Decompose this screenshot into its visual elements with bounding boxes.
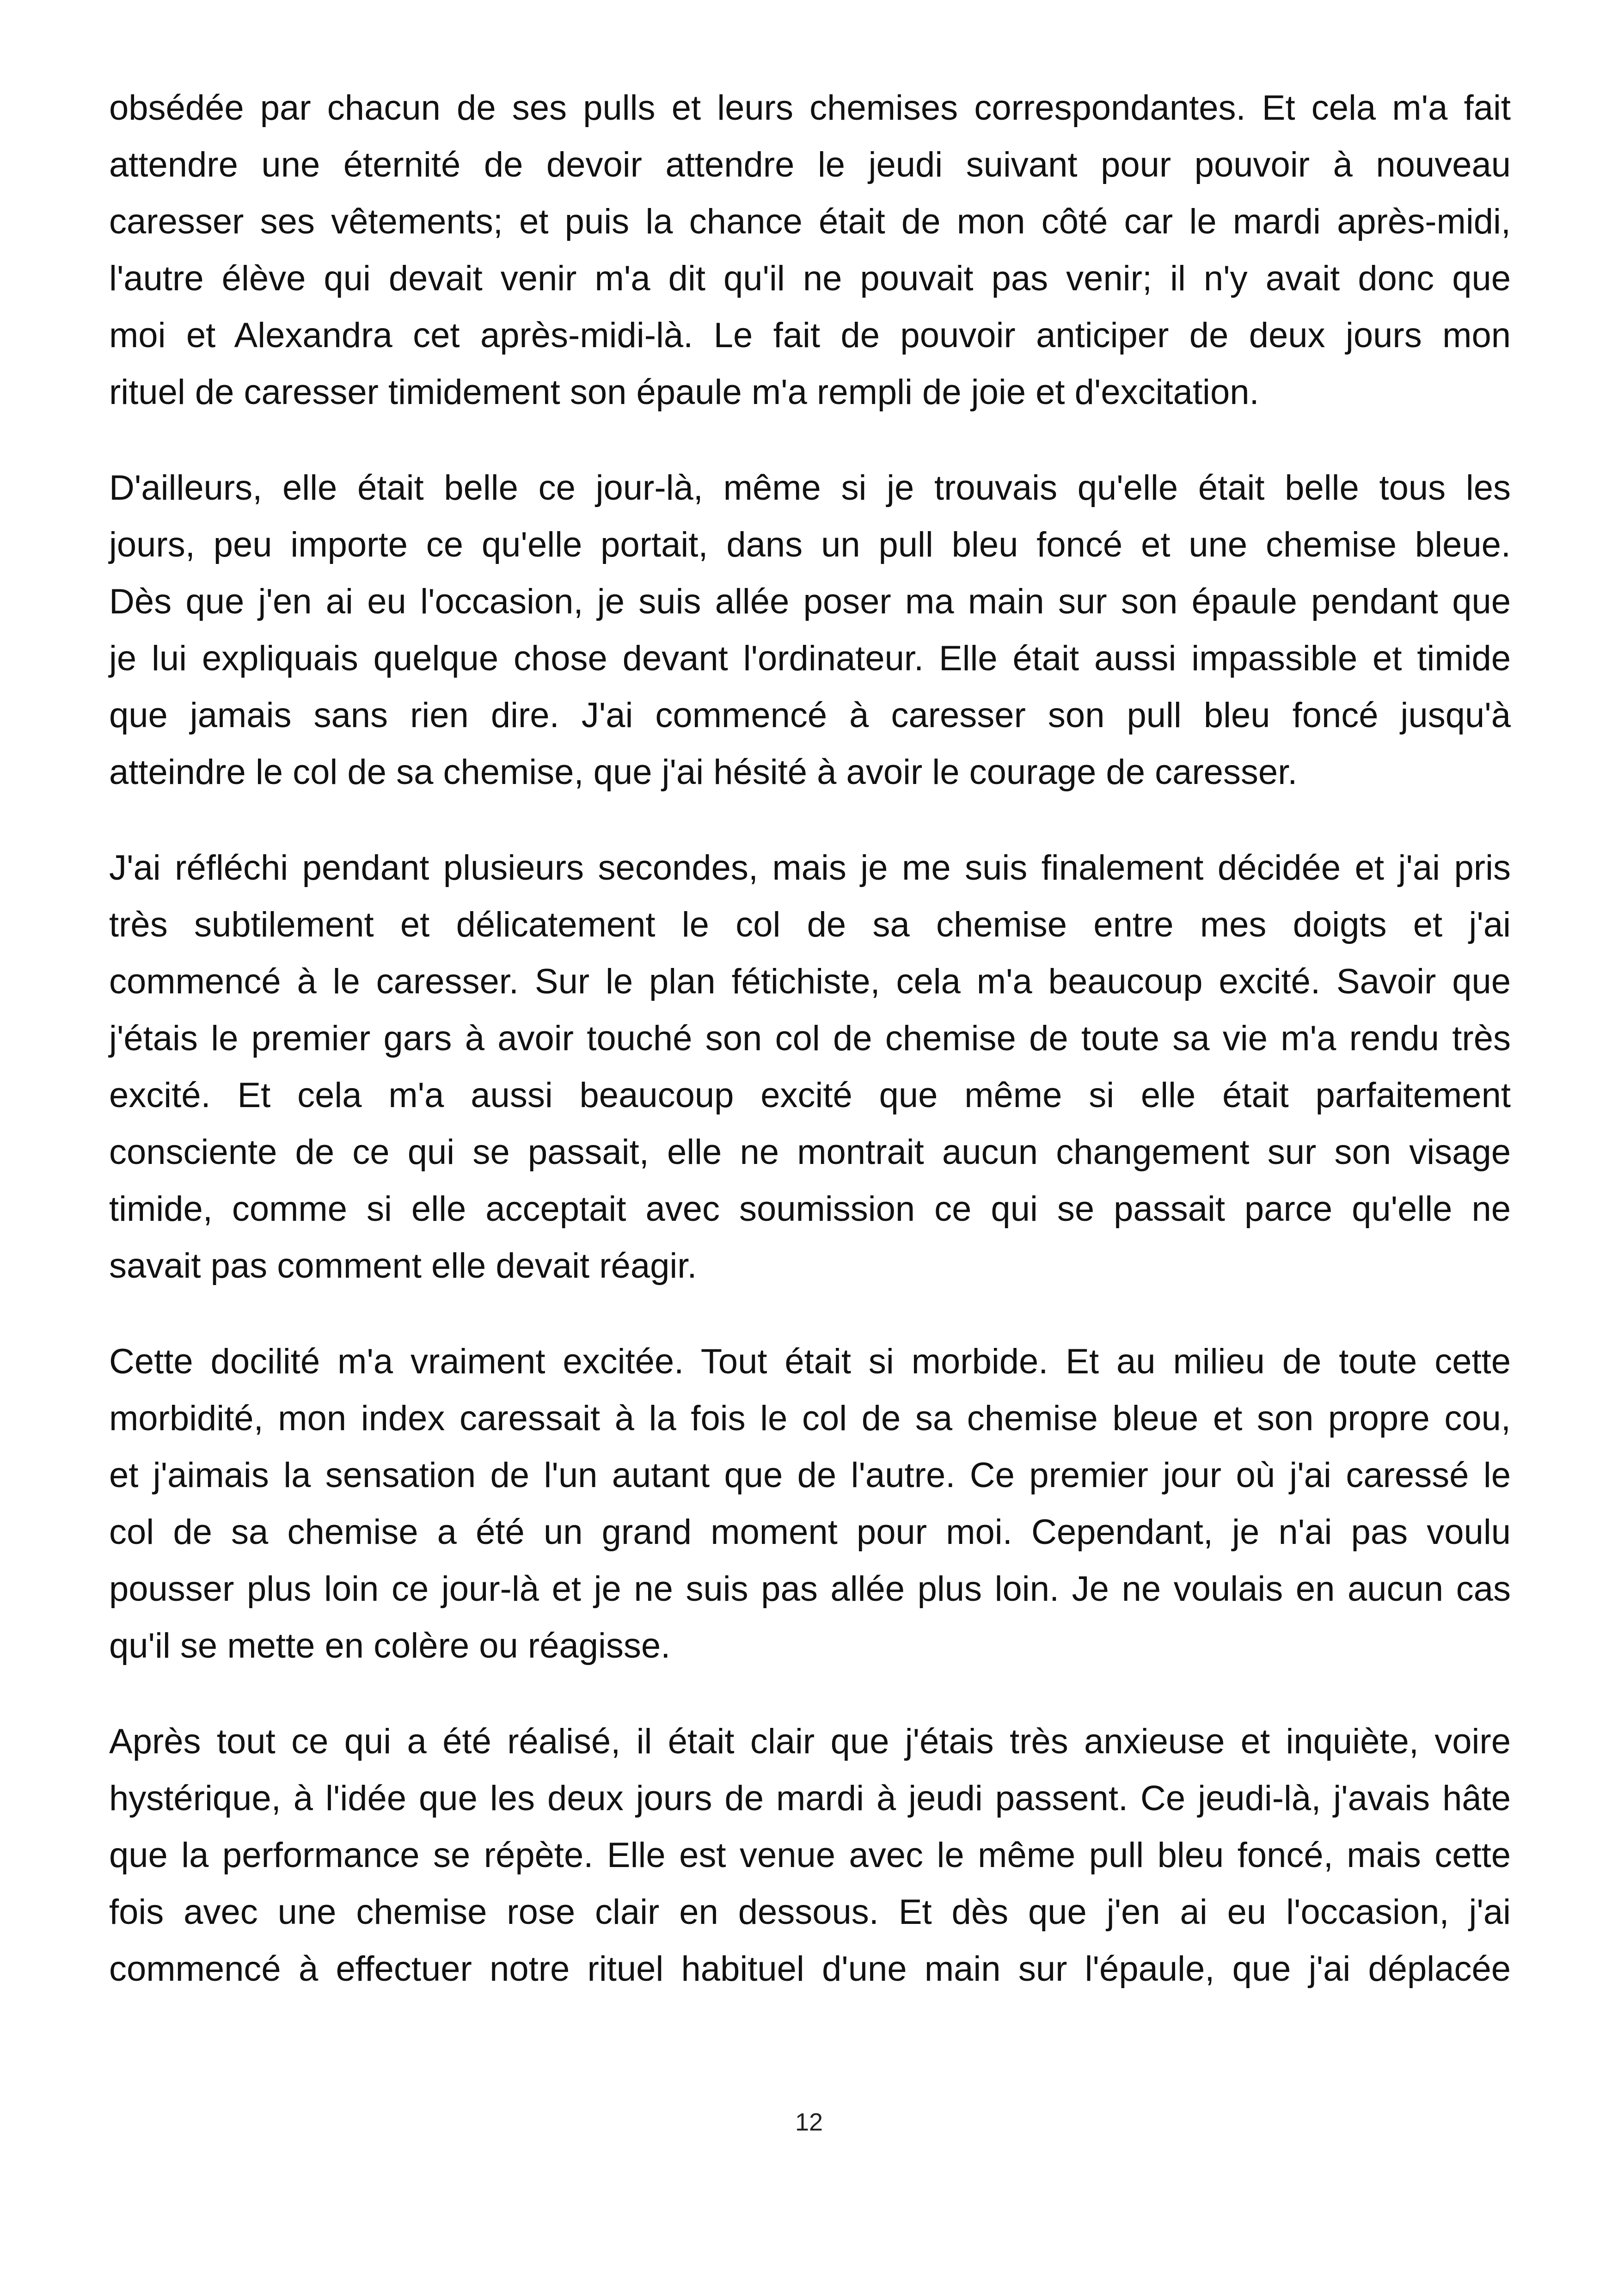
text-line: col de sa chemise a été un grand moment pour moi. Cependant, je n'ai pas voulu bbox=[109, 1512, 1511, 1552]
text-line: hystérique, à l'idée que les deux jours de mardi à jeudi passent. Ce jeudi-là, j'avais hâte bbox=[109, 1779, 1511, 1818]
text-line: jours, peu importe ce qu'elle portait, dans un pull bleu foncé et une chemise bleue. bbox=[109, 525, 1511, 564]
text-line: atteindre le col de sa chemise, que j'ai hésité à avoir le courage de caresser. bbox=[109, 753, 1298, 792]
text-line: attendre une éternité de devoir attendre le jeudi suivant pour pouvoir à nouveau bbox=[109, 145, 1511, 184]
text-line: Dès que j'en ai eu l'occasion, je suis allée poser ma main sur son épaule pendant que bbox=[109, 582, 1511, 621]
text-line: commencé à effectuer notre rituel habituel d'une main sur l'épaule, que j'ai déplacée bbox=[109, 1949, 1511, 1989]
paragraph-4 bbox=[109, 1333, 1511, 1674]
text-line: timide, comme si elle acceptait avec soumission ce qui se passait parce qu'elle ne bbox=[109, 1189, 1511, 1229]
text-line: J'ai réfléchi pendant plusieurs secondes, mais je me suis finalement décidée et j'ai pris bbox=[109, 848, 1511, 888]
page-number: 12 bbox=[795, 2108, 823, 2136]
text-line: que la performance se répète. Elle est venue avec le même pull bleu foncé, mais cette bbox=[109, 1836, 1511, 1875]
text-line: et j'aimais la sensation de l'un autant que de l'autre. Ce premier jour où j'ai caressé le bbox=[109, 1456, 1511, 1495]
text-line: pousser plus loin ce jour-là et je ne suis pas allée plus loin. Je ne voulais en aucun cas bbox=[109, 1569, 1511, 1609]
text-line: je lui expliquais quelque chose devant l'ordinateur. Elle était aussi impassible et timide bbox=[109, 639, 1511, 678]
text-line: fois avec une chemise rose clair en dessous. Et dès que j'en ai eu l'occasion, j'ai bbox=[109, 1892, 1511, 1932]
text-line: Après tout ce qui a été réalisé, il était clair que j'étais très anxieuse et inquiète, voire bbox=[109, 1722, 1511, 1761]
text-line: D'ailleurs, elle était belle ce jour-là, même si je trouvais qu'elle était belle tous les bbox=[109, 468, 1511, 508]
text-line: Cette docilité m'a vraiment excitée. Tout était si morbide. Et au milieu de toute cette bbox=[109, 1342, 1511, 1381]
text-line: morbidité, mon index caressait à la fois le col de sa chemise bleue et son propre cou, bbox=[109, 1399, 1511, 1438]
text-line: l'autre élève qui devait venir m'a dit qu'il ne pouvait pas venir; il n'y avait donc que bbox=[109, 259, 1511, 298]
paragraph-2 bbox=[109, 459, 1511, 801]
paragraph-3 bbox=[109, 839, 1511, 1294]
text-line: obsédée par chacun de ses pulls et leurs chemises correspondantes. Et cela m'a fait bbox=[109, 88, 1511, 128]
text-line: caresser ses vêtements; et puis la chance était de mon côté car le mardi après-midi, bbox=[109, 202, 1511, 241]
text-line: rituel de caresser timidement son épaule m'a rempli de joie et d'excitation. bbox=[109, 373, 1259, 412]
text-line: commencé à le caresser. Sur le plan fétichiste, cela m'a beaucoup excité. Savoir que bbox=[109, 962, 1511, 1001]
paragraph-1 bbox=[109, 80, 1511, 421]
document-body bbox=[109, 80, 1511, 2036]
paragraph-5 bbox=[109, 1713, 1511, 1997]
text-line: consciente de ce qui se passait, elle ne montrait aucun changement sur son visage bbox=[109, 1133, 1511, 1172]
text-line: savait pas comment elle devait réagir. bbox=[109, 1246, 697, 1286]
text-line: j'étais le premier gars à avoir touché son col de chemise de toute sa vie m'a rendu très bbox=[109, 1019, 1511, 1058]
text-line: excité. Et cela m'a aussi beaucoup excité que même si elle était parfaitement bbox=[109, 1076, 1511, 1115]
text-line: moi et Alexandra cet après-midi-là. Le fait de pouvoir anticiper de deux jours mon bbox=[109, 316, 1511, 355]
text-line: que jamais sans rien dire. J'ai commencé à caresser son pull bleu foncé jusqu'à bbox=[109, 696, 1511, 735]
text-line: qu'il se mette en colère ou réagisse. bbox=[109, 1626, 671, 1665]
text-line: très subtilement et délicatement le col de sa chemise entre mes doigts et j'ai bbox=[109, 905, 1511, 944]
